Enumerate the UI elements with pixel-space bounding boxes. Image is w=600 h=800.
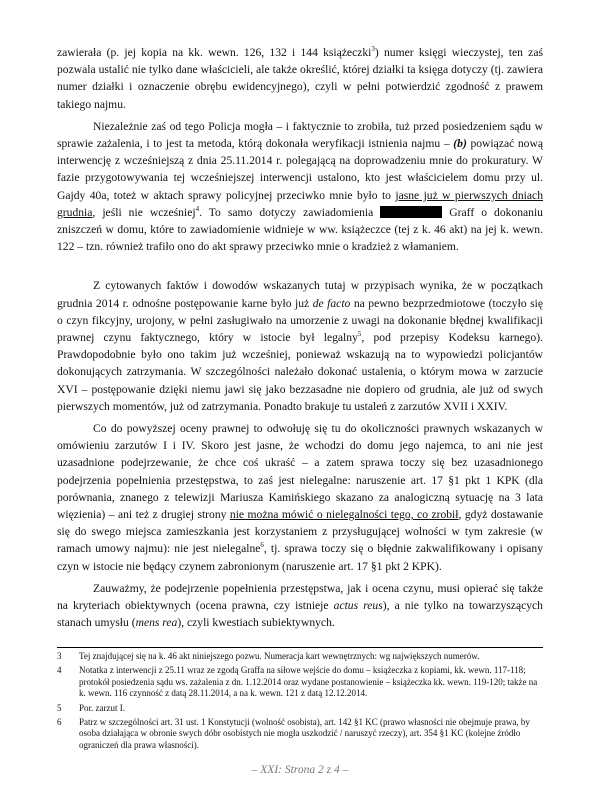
underlined-text: jasne już w pierwszych dniach grudnia bbox=[57, 188, 543, 219]
paragraph-5: Zauważmy, że podejrzenie popełnienia przestępstwa, jak i ocena czynu, musi opierać się także na kryteriach obiektywnych (ocena prawna, czy istnieje actus reus), a nie tylko na towarzyszących stanach umysłu (mens rea), czyli kwestiach subiektywnych. bbox=[57, 581, 543, 630]
footnote-5: 5 Por. zarzut I. bbox=[57, 702, 125, 713]
footnote-ref-5[interactable]: 5 bbox=[357, 330, 362, 339]
footnote-6: 6 Patrz w szczególności art. 31 ust. 1 Konstytucji (wolność osobista), art. 142 §1 KC (prawo własności nie obejmuje prawa, by osoba działająca w obronie swych dóbr osobistych nie mogła uszkodzić / naruszyć rzeczy), art. 354 §1 KC (kolejne źródło ograniczeń dla prawa własności). bbox=[57, 717, 530, 750]
footnote-ref-4[interactable]: 4 bbox=[195, 204, 200, 213]
paragraph-2: Niezależnie zaś od tego Policja mogła – i faktycznie to zrobiła, tuż przed posiedzeniem sądu w sprawie zażalenia, i to jest ta metoda, którą dokonała weryfikacji istnienia najmu – (b) powiązać nową interwencję z wcześniejszą z dnia 25.11.2014 r. polegającą na doprowadzeniu mnie do prokuratury. W fazie przygotowywania tej wcześniejszej interwencji ustalono, kto jest właścicielem domu przy ul. Gajdy 40a, toteż w aktach sprawy policyjnej przeciwko mnie było to jasne już w pierwszych dniach grudnia, jeśli nie wcześniej$^4$. To samo dotyczy zawiadomienia Graff o dokonaniu zniszczeń w domu, które to zawiadomienie widnieje w ww. książeczce (tej z k. 46 akt) na jej k. wewn. 122 – tzn. również trafiło ono do akt sprawy przeciwko mnie o kradzież z włamaniem. bbox=[57, 119, 543, 254]
footnote-3: 3 Tej znajdującej się na k. 46 akt niniejszego pozwu. Numeracja kart wewnętrznych: wg największych numerów. bbox=[57, 651, 480, 661]
paragraph-3: Z cytowanych faktów i dowodów wskazanych tutaj w przypisach wynika, że w początkach grudnia 2014 r. odnośne postępowanie karne było już de facto na pewno bezprzedmiotowe (toczyło się o czyn fikcyjny, urojony, w pełni zasługiwało na umorzenie z uwagi na dokonanie błędnej kwalifikacji prawnej czynu faktycznego, który w istocie był legalny$^5$, pod przepisy Kodeksu karnego). Prawdopodobnie było ono takim już wcześniej, ponieważ wskazują na to wypowiedzi policjantów dokonujących zatrzymania. W szczególności należało dokonać ustalenia, o którym mowa w zarzucie XVI – postępowanie dzięki niemu jawi się jako bezzasadne nie dopiero od grudnia, ale już od swych pierwszych momentów, już od zatrzymania. Ponadto brakuje tu ustaleń z zarzutów XVII i XXIV. bbox=[57, 279, 544, 413]
redaction-box bbox=[380, 206, 442, 218]
footnote-ref-3[interactable]: 3 bbox=[371, 45, 375, 54]
page-footer: – XXI: Strona 2 z 4 – bbox=[251, 764, 349, 776]
footnotes bbox=[57, 647, 543, 754]
paragraph-1: zawierała (p. jej kopia na kk. wewn. 126, 132 i 144 książeczki$^3$) numer księgi wieczystej, ten zaś pozwala ustalić nie tylko dane właścicieli, ale także określić, której działki ta księga dotyczy (tj. zawiera numer działki i oznaczenie obrębu ewidencyjnego), czyli w pełni potwierdzić zgodność z prawem takiego najmu. bbox=[57, 45, 543, 111]
underlined-text: nie można mówić o nielegalności tego, co zrobił bbox=[229, 508, 459, 522]
paragraph-4: Co do powyższej oceny prawnej to odwołuję się tu do okoliczności prawnych wskazanych w omówieniu zarzutów I i IV. Skoro jest jasne, że wchodzi do domu jego najemca, to ani nie jest uzasadnione podejrzewanie, że chce coś ukraść – a zatem sprawa toczy się bez uzasadnionego podejrzenia popełnienia przestępstwa, to zaś jest nielegalne: naruszenie art. 17 §1 pkt 1 KPK (dla porównania, znanego z telewizji Mariusza Kamińskiego skazano za analogiczną sytuację na 3 lata więzienia) – ani też z drugiej strony nie można mówić o nielegalności tego, co zrobił, gdyż dostawanie się do swego miejsca zamieszkania jest korzystaniem z przysługującej wolności w tym zakresie (w ramach umowy najmu): nie jest nielegalne$^6$, tj. sprawa toczy się o błędnie zakwalifikowany i opisany czyn w istocie nie będący czynem zabronionym (naruszenie art. 17 §1 pkt 2 KPK). bbox=[57, 422, 543, 573]
footnote-ref-6[interactable]: 6 bbox=[260, 541, 264, 550]
footnote-4: 4 Notatka z interwencji z 25.11 wraz ze zgodą Graffa na siłowe wejście do domu – książeczka z kopiami, kk. wewn. 117-118; protokół posiedzenia sądu ws. zażalenia z dn. 1.12.2014 oraz wydane postanowienie – książeczka kk. wewn. 119-120; także na k. wewn. 116 czynność z datą 28.11.2014, a na k. wewn. 121 z datą 12.12.2014. bbox=[57, 665, 538, 699]
document-body bbox=[57, 44, 543, 632]
